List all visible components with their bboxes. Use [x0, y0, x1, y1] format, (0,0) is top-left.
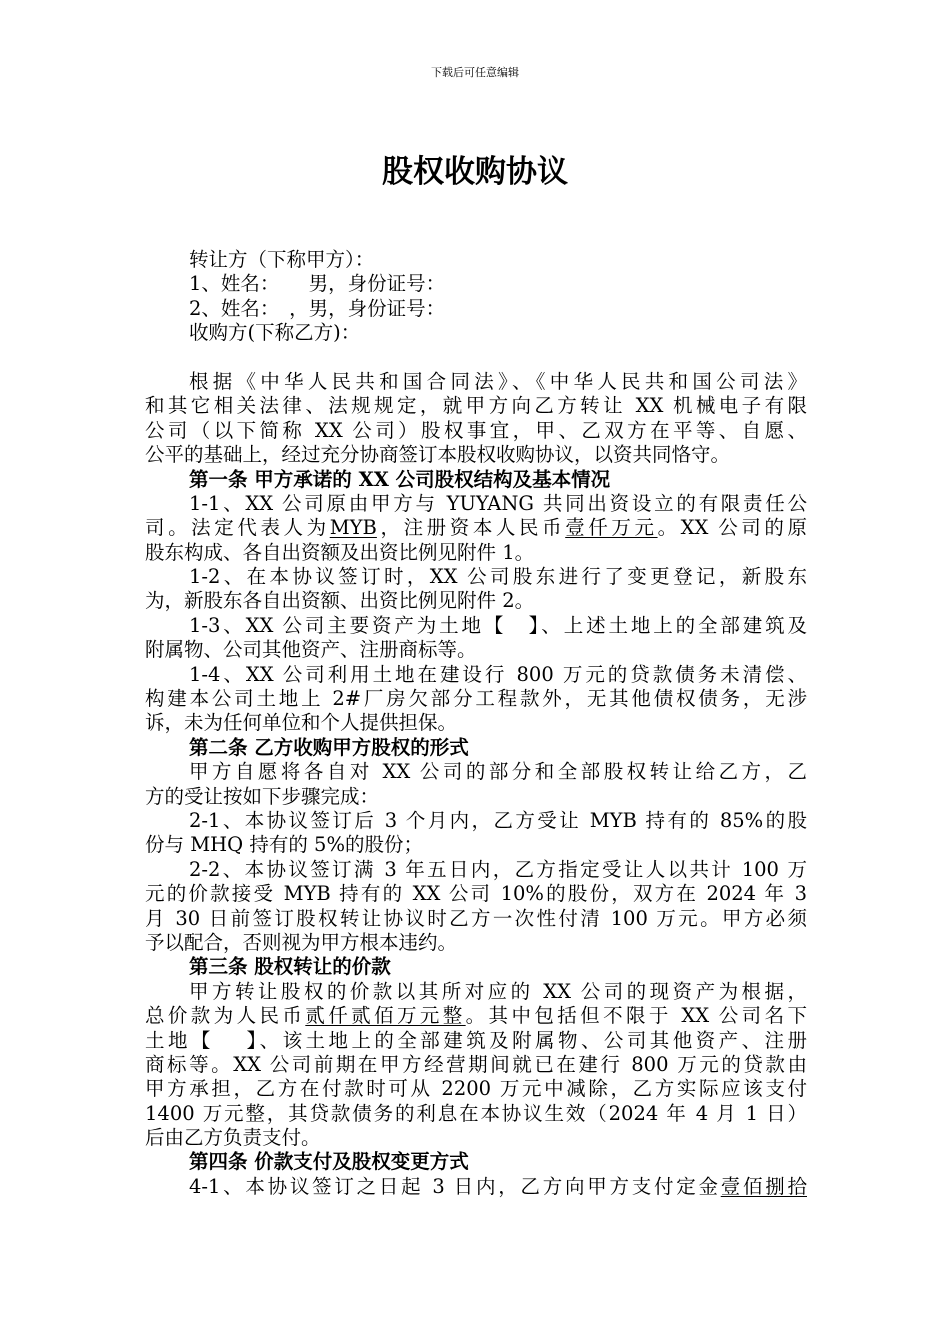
document-title: 股权收购协议 — [382, 154, 568, 190]
preamble-line: 根据《中华人民共和国合同法》、《中华人民共和国公司法》 — [189, 369, 807, 393]
article1-line: 1-3、XX 公司主要资产为土地【 】、上述土地上的全部建筑及 — [189, 613, 807, 637]
article1-line: 1-1、XX 公司原由甲方与 YUYANG 共同出资设立的有限责任公 — [189, 491, 807, 515]
text-run: 。XX 公司的原 — [657, 516, 807, 540]
article1-line: 附属物、公司其他资产、注册商标等。 — [145, 638, 477, 662]
parties-section — [145, 248, 807, 346]
article1-line — [145, 516, 807, 540]
article2-heading: 第二条 乙方收购甲方股权的形式 — [189, 735, 469, 759]
article4-line — [145, 1175, 807, 1199]
preamble-paragraph — [145, 370, 807, 468]
article2-line: 元的价款接受 MYB 持有的 XX 公司 10%的股份，双方在 2024 年 3 — [145, 882, 807, 906]
text-run: 司。法定代表人为 — [145, 516, 330, 540]
article2-line: 2-2、本协议签订满 3 年五日内，乙方指定受让人以共计 100 万 — [189, 857, 807, 881]
article4-heading: 第四条 价款支付及股权变更方式 — [189, 1150, 469, 1174]
article2-line: 月 30 日前签订股权转让协议时乙方一次性付清 100 万元。甲方必须 — [145, 906, 807, 930]
article1-line: 1-2、在本协议签订时，XX 公司股东进行了变更登记，新股东 — [189, 565, 807, 589]
underlined-capital-amount: 壹仟万元 — [565, 516, 658, 540]
article3-line: 1400 万元整，其贷款债务的利息在本协议生效（2024 年 4 月 1 日） — [145, 1101, 807, 1125]
article1-line: 1-4、XX 公司利用土地在建设行 800 万元的贷款债务未清偿、 — [189, 662, 807, 686]
article1-line: 股东构成、各自出资额及出资比例见附件 1。 — [145, 540, 535, 564]
article2-line: 2-1、本协议签订后 3 个月内，乙方受让 MYB 持有的 85%的股 — [189, 808, 807, 832]
person2-line: 2、姓名： ，男，身份证号： — [189, 296, 446, 320]
preamble-line: 公司（以下简称 XX 公司）股权事宜，甲、乙双方在平等、自愿、 — [145, 418, 807, 442]
text-run: 4-1、本协议签订之日起 3 日内，乙方向甲方支付定金 — [189, 1174, 721, 1198]
preamble-line: 公平的基础上，经过充分协商签订本股权收购协议，以资共同恪守。 — [145, 443, 731, 467]
text-run: 总价款为人民币 — [145, 1004, 306, 1028]
article2-line: 份与 MHQ 持有的 5%的股份； — [145, 833, 423, 857]
spacer — [145, 346, 807, 370]
preamble-line: 和其它相关法律、法规规定，就甲方向乙方转让 XX 机械电子有限 — [145, 394, 807, 418]
article3-line: 后由乙方负责支付。 — [145, 1126, 321, 1150]
acquirer-line: 收购方(下称乙方)： — [189, 321, 361, 345]
article2-line: 方的受让按如下步骤完成： — [145, 784, 380, 808]
article3-line: 土地【 】、该土地上的全部建筑及附属物、公司其他资产、注册 — [145, 1028, 807, 1052]
article2-line: 予以配合，否则视为甲方根本违约。 — [145, 930, 458, 954]
article3-line: 甲方转让股权的价款以其所对应的 XX 公司的现资产为根据， — [189, 979, 807, 1003]
article1-line: 为，新股东各自出资额、出资比例见附件 2。 — [145, 589, 535, 613]
article3-line: 商标等。XX 公司前期在甲方经营期间就已在建行 800 万元的贷款由 — [145, 1052, 807, 1076]
document-body — [145, 248, 807, 1199]
header-note: 下载后可任意编辑 — [431, 66, 519, 79]
article2-line: 甲方自愿将各自对 XX 公司的部分和全部股权转让给乙方，乙 — [189, 760, 807, 784]
underlined-rep-name: MYB — [329, 516, 377, 540]
article3-line: 甲方承担，乙方在付款时可从 2200 万元中减除，乙方实际应该支付 — [145, 1077, 807, 1101]
underlined-deposit-amount: 壹佰捌拾 — [720, 1174, 807, 1198]
article3-heading: 第三条 股权转让的价款 — [189, 955, 391, 979]
article1-line: 构建本公司土地上 2#厂房欠部分工程款外，无其他债权债务，无涉 — [145, 687, 807, 711]
underlined-price-amount: 贰仟贰佰万元整 — [305, 1004, 466, 1028]
article1-heading: 第一条 甲方承诺的 XX 公司股权结构及基本情况 — [189, 467, 611, 491]
person1-line: 1、姓名： 男，身份证号： — [189, 272, 446, 296]
text-run: 。其中包括但不限于 XX 公司名下 — [465, 1004, 807, 1028]
text-run: ，注册资本人民币 — [376, 516, 566, 540]
article1-line: 诉，未为任何单位和个人提供担保。 — [145, 711, 458, 735]
transferor-line: 转让方（下称甲方）： — [189, 248, 375, 271]
article3-line — [145, 1004, 807, 1028]
